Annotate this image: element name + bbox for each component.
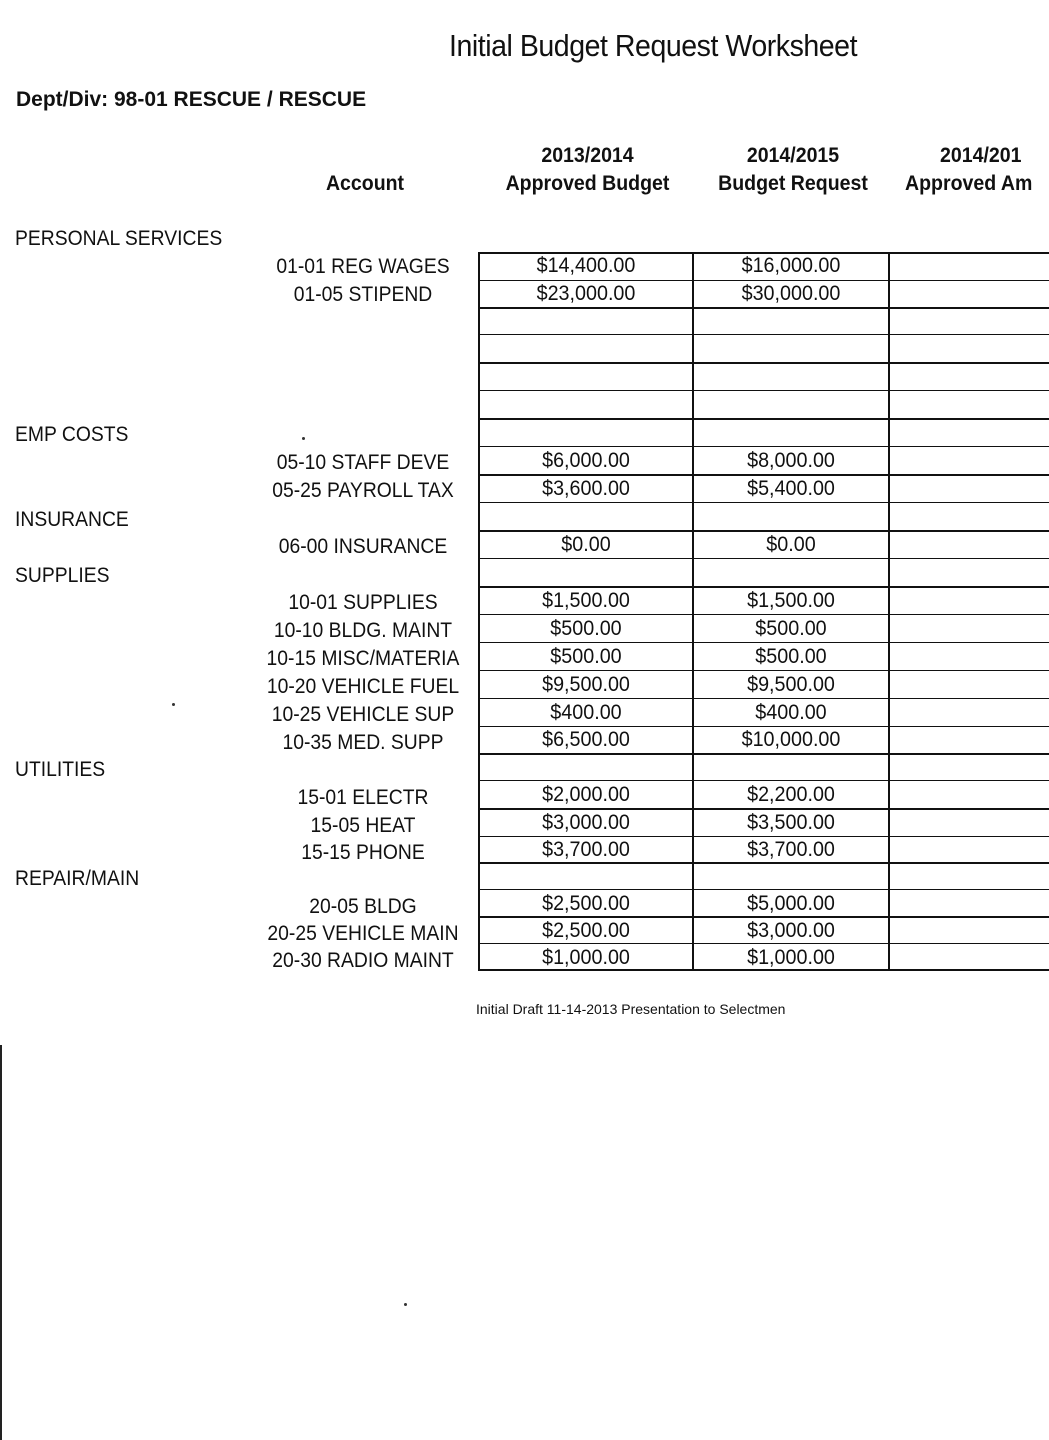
account-name: 05-25 PAYROLL TAX [272, 479, 454, 502]
account-name: 15-05 HEAT [310, 814, 416, 837]
approved-value: $1,000.00 [542, 946, 630, 969]
approved-value: $23,000.00 [536, 282, 636, 305]
request-value: $16,000.00 [741, 254, 841, 277]
account-name: 10-15 MISC/MATERIA [266, 647, 460, 670]
approved-value: $6,000.00 [542, 449, 630, 472]
approved-value: $6,500.00 [542, 728, 630, 751]
approved-value: $500.00 [550, 645, 622, 668]
approved-value: $2,000.00 [542, 783, 630, 806]
col3-label-header: Approved Am [905, 172, 1033, 195]
section-utilities: UTILITIES [15, 758, 106, 781]
account-name: 10-10 BLDG. MAINT [273, 619, 453, 642]
request-value: $30,000.00 [741, 282, 841, 305]
col1-label-header: Approved Budget [505, 172, 670, 195]
section-insurance: INSURANCE [15, 508, 129, 531]
request-value: $3,000.00 [747, 919, 835, 942]
request-value: $1,500.00 [747, 589, 835, 612]
account-name: 05-10 STAFF DEVE [276, 451, 450, 474]
account-column-header: Account [325, 172, 405, 195]
approved-value: $2,500.00 [542, 892, 630, 915]
section-supplies: SUPPLIES [15, 564, 110, 587]
request-value: $5,400.00 [747, 477, 835, 500]
scan-speck [172, 703, 175, 706]
scan-edge-line [0, 1045, 2, 1440]
account-name: 01-05 STIPEND [293, 283, 433, 306]
request-value: $500.00 [755, 617, 827, 640]
scan-speck [302, 437, 305, 440]
request-value: $3,500.00 [747, 811, 835, 834]
request-value: $3,700.00 [747, 838, 835, 861]
scan-speck [404, 1303, 407, 1306]
account-name: 01-01 REG WAGES [276, 255, 450, 278]
footer-note: Initial Draft 11-14-2013 Presentation to Selectmen [476, 1001, 786, 1017]
approved-value: $0.00 [561, 533, 611, 556]
approved-value: $500.00 [550, 617, 622, 640]
approved-value: $3,700.00 [542, 838, 630, 861]
section-personal-services: PERSONAL SERVICES [15, 227, 223, 250]
request-value: $500.00 [755, 645, 827, 668]
account-name: 10-25 VEHICLE SUP [271, 703, 455, 726]
approved-value: $2,500.00 [542, 919, 630, 942]
account-name: 06-00 INSURANCE [278, 535, 448, 558]
account-name: 10-20 VEHICLE FUEL [266, 675, 460, 698]
account-name: 20-05 BLDG [309, 895, 417, 918]
account-name: 20-30 RADIO MAINT [272, 949, 454, 972]
account-name: 15-01 ELECTR [297, 786, 429, 809]
request-value: $5,000.00 [747, 892, 835, 915]
request-value: $8,000.00 [747, 449, 835, 472]
account-name: 20-25 VEHICLE MAIN [267, 922, 459, 945]
request-value: $2,200.00 [747, 783, 835, 806]
approved-value: $3,600.00 [542, 477, 630, 500]
col3-year-header: 2014/201 [940, 144, 1022, 167]
request-value: $10,000.00 [741, 728, 841, 751]
dept-div-label: Dept/Div: 98-01 RESCUE / RESCUE [16, 88, 367, 111]
account-name: 15-15 PHONE [301, 841, 425, 864]
approved-value: $3,000.00 [542, 811, 630, 834]
request-value: $9,500.00 [747, 673, 835, 696]
col2-label-header: Budget Request [718, 172, 868, 195]
page-title: Initial Budget Request Worksheet [449, 28, 858, 63]
section-repair-main: REPAIR/MAIN [15, 867, 140, 890]
col1-year-header: 2013/2014 [541, 144, 634, 167]
request-value: $1,000.00 [747, 946, 835, 969]
approved-value: $14,400.00 [536, 254, 636, 277]
account-name: 10-01 SUPPLIES [288, 591, 438, 614]
col2-year-header: 2014/2015 [746, 144, 840, 167]
approved-value: $400.00 [550, 701, 622, 724]
section-emp-costs: EMP COSTS [15, 423, 129, 446]
approved-value: $9,500.00 [542, 673, 630, 696]
request-value: $0.00 [766, 533, 816, 556]
approved-value: $1,500.00 [542, 589, 630, 612]
account-name: 10-35 MED. SUPP [282, 731, 444, 754]
request-value: $400.00 [755, 701, 827, 724]
